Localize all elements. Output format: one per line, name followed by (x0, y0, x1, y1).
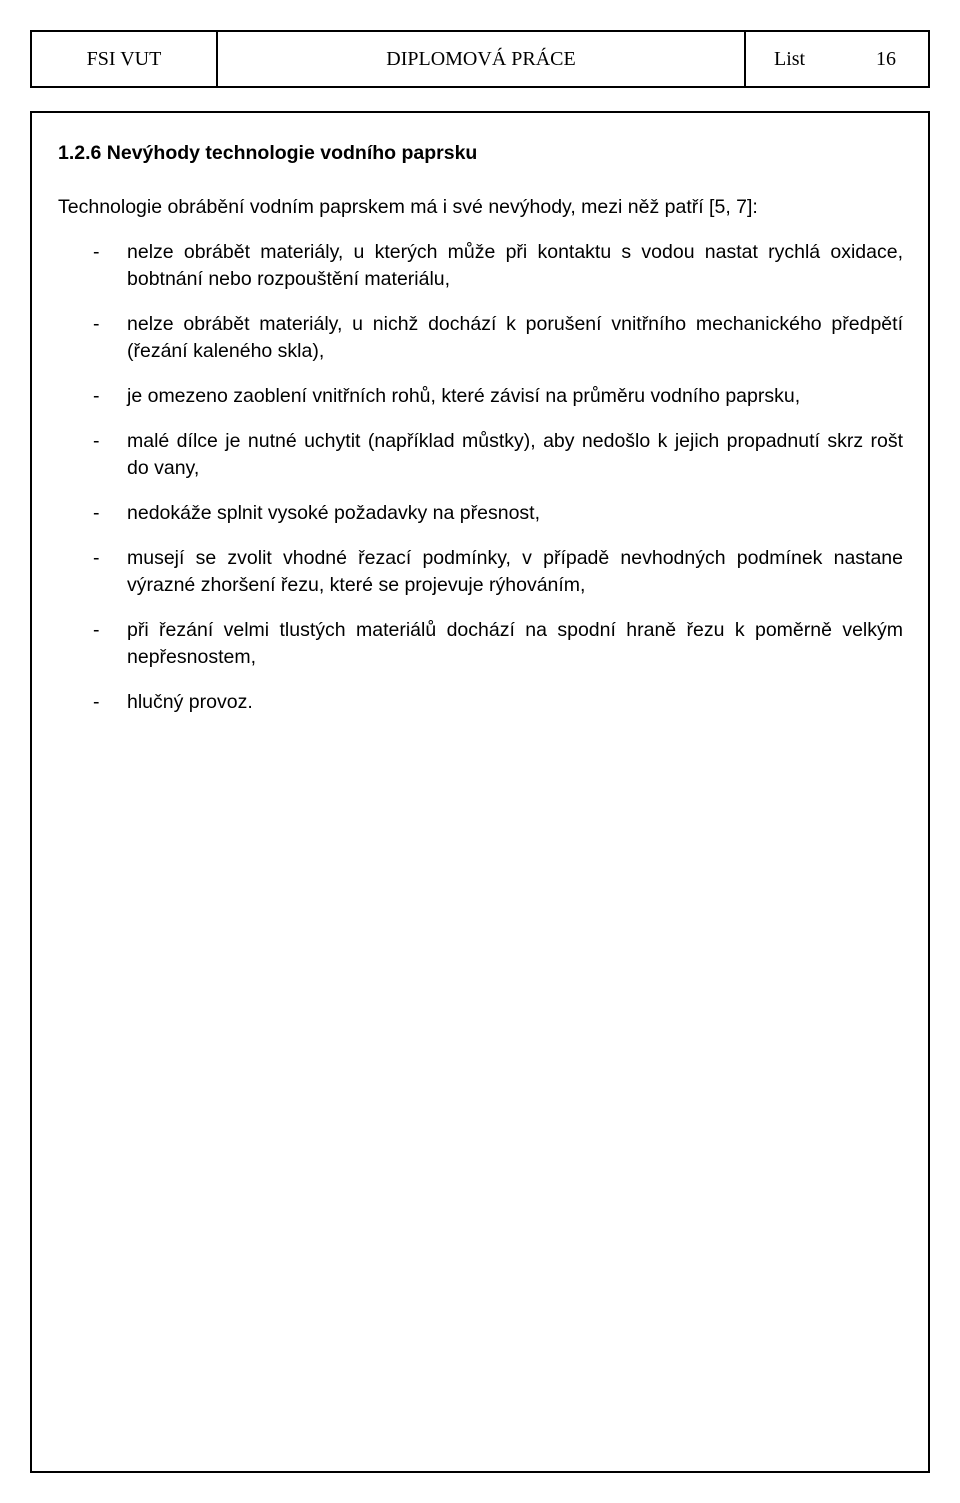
header-page-label: List (774, 47, 806, 70)
list-item-text: nelze obrábět materiály, u kterých může při kontaktu s vodou nastat rychlá oxidace, bobtnání nebo rozpouštění materiálu, (127, 241, 903, 290)
page-content (58, 138, 903, 734)
list-item-text: malé dílce je nutné uchytit (například můstky), aby nedošlo k jejich propadnutí skrz rošt do vany, (127, 430, 903, 479)
section-heading: 1.2.6 Nevýhody technologie vodního paprsku (58, 142, 478, 164)
list-item (58, 545, 903, 599)
page-header (30, 30, 930, 88)
bullet-dash: - (93, 313, 100, 335)
list-item (58, 239, 903, 293)
list-item-text: při řezání velmi tlustých materiálů dochází na spodní hraně řezu k poměrně velkým nepřesnostem, (127, 619, 903, 668)
bullet-dash: - (93, 691, 100, 713)
header-page-number: 16 (876, 47, 896, 70)
bullet-dash: - (93, 547, 100, 569)
header-page-info (746, 32, 928, 86)
bullet-dash: - (93, 430, 100, 452)
bullet-dash: - (93, 502, 100, 524)
section-intro: Technologie obrábění vodním paprskem má i své nevýhody, mezi něž patří [5, 7]: (58, 196, 758, 218)
list-item-text: nedokáže splnit vysoké požadavky na přesnost, (127, 502, 540, 524)
list-item (58, 311, 903, 365)
list-item-text: musejí se zvolit vhodné řezací podmínky, v případě nevhodných podmínek nastane výrazné zhoršení řezu, které se projevuje rýhováním, (127, 547, 903, 596)
header-document-type: DIPLOMOVÁ PRÁCE (218, 32, 746, 86)
disadvantages-list (58, 239, 903, 716)
bullet-dash: - (93, 241, 100, 263)
list-item-text: je omezeno zaoblení vnitřních rohů, které závisí na průměru vodního paprsku, (127, 385, 801, 407)
list-item-text: nelze obrábět materiály, u nichž dochází k porušení vnitřního mechanického předpětí (řezání kaleného skla), (127, 313, 903, 362)
list-item-text: hlučný provoz. (127, 691, 253, 713)
list-item (58, 500, 903, 527)
list-item (58, 617, 903, 671)
bullet-dash: - (93, 385, 100, 407)
header-institution: FSI VUT (32, 32, 218, 86)
list-item (58, 428, 903, 482)
bullet-dash: - (93, 619, 100, 641)
list-item (58, 689, 903, 716)
list-item (58, 383, 903, 410)
